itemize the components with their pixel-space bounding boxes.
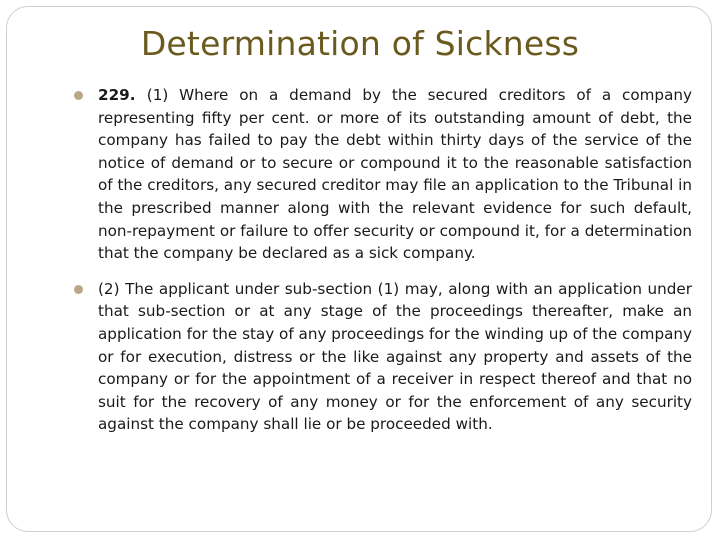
section-number: 229. bbox=[98, 86, 147, 104]
list-item bbox=[98, 84, 692, 265]
paragraph-text: (2) The applicant under sub-section (1) may, along with an application under that sub-section or at any stage of the proceedings thereafter, make an application for the stay of any proceedings for the winding up of the company or for execution, distress or the like against any property and assets of the company or for the appointment of a receiver in respect thereof and that no suit for the recovery of any money or for the enforcement of any security against the company shall lie or be proceeded with. bbox=[98, 279, 693, 434]
slide-title: Determination of Sickness bbox=[140, 24, 580, 63]
bullet-icon bbox=[74, 91, 83, 100]
bullet-icon bbox=[74, 285, 83, 294]
list-item bbox=[98, 278, 692, 436]
paragraph-text: (1) Where on a demand by the secured creditors of a company representing fifty per cent. or more of its outstanding amount of debt, the company has failed to pay the debt within thirty days of the service of the notice of demand or to secure or compound it to the reasonable satisfaction of the creditors, any secured creditor may file an application to the Tribunal in the prescribed manner along with the relevant evidence for such default, non-repayment or failure to offer security or compound it, for a determination that the company be declared as a sick company. bbox=[98, 86, 692, 263]
bullet-list bbox=[98, 84, 692, 449]
